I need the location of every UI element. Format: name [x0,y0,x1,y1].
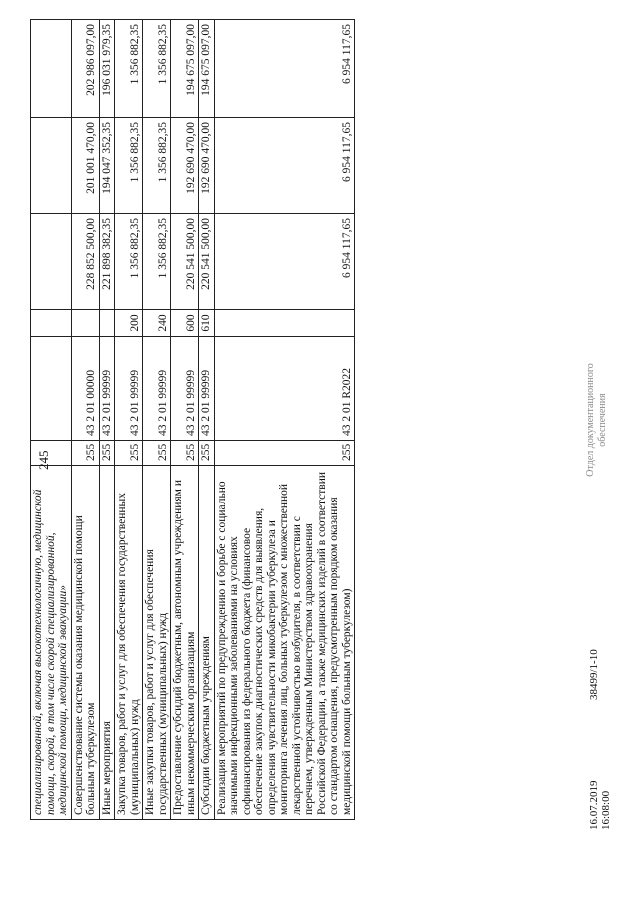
cell-sum-2019 [31,214,72,310]
cell-sum-2020: 192 690 470,00 [171,118,199,214]
cell-sum-2019: 6 954 117,65 [214,214,355,310]
cell-grbs: 255 [171,441,199,466]
cell-sum-2021: 1 356 882,35 [115,20,143,118]
cell-sum-2019: 221 898 382,35 [99,214,115,310]
cell-sum-2019: 220 541 500,00 [199,214,215,310]
cell-grbs: 255 [214,441,355,466]
cell-sum-2020: 1 356 882,35 [143,118,171,214]
cell-sum-2021: 202 986 097,00 [71,20,99,118]
stamp-line-2: обеспечения [597,393,608,447]
cell-expense-type: 200 [115,310,143,337]
cell-grbs: 255 [99,441,115,466]
cell-sum-2021: 1 356 882,35 [143,20,171,118]
table-row [99,20,115,820]
cell-name: Иные мероприятия [99,466,115,820]
cell-grbs: 255 [71,441,99,466]
cell-expense-type [31,310,72,337]
cell-name: Субсидии бюджетным учреждениям [199,466,215,820]
table-row [143,20,171,820]
cell-target-article: 43 2 01 99999 [99,337,115,441]
cell-target-article: 43 2 01 99999 [171,337,199,441]
page-number: 245 [36,450,51,470]
cell-sum-2020 [31,118,72,214]
cell-sum-2019: 220 541 500,00 [171,214,199,310]
cell-sum-2021: 194 675 097,00 [199,20,215,118]
cell-expense-type: 240 [143,310,171,337]
table-row [214,20,355,820]
budget-table [30,19,355,820]
cell-sum-2021: 196 031 979,35 [99,20,115,118]
table-row [171,20,199,820]
cell-grbs: 255 [143,441,171,466]
table-row [31,20,72,820]
cell-sum-2020: 1 356 882,35 [115,118,143,214]
cell-sum-2020: 192 690 470,00 [199,118,215,214]
cell-target-article: 43 2 01 99999 [115,337,143,441]
cell-expense-type [99,310,115,337]
cell-sum-2019: 1 356 882,35 [143,214,171,310]
cell-expense-type: 610 [199,310,215,337]
cell-name: Реализация мероприятий по предупреждению и борьбе с социально значимыми инфекционными заболеваниями на условиях софинансирования из федерального бюджета (финансовое обеспечение закупок диагностических средств для выявления, определения чувствительности микобактерии туберкулеза и мониторинга лечения лиц, больных туберкулезом с множественной лекарственной устойчивостью возбудителя, в соответствии с перечнем, утвержденным Министерством здравоохранения Российской Федерации, а также медицинских изделий в соответствии со стандартом оснащения, предусмотренным порядком оказания медицинской помощи больным туберкулезом) [214,466,355,820]
footer-doc-id: 38499/1-10 [588,649,600,700]
table-row [115,20,143,820]
cell-grbs: 255 [199,441,215,466]
cell-expense-type [214,310,355,337]
cell-target-article: 43 2 01 R2022 [214,337,355,441]
cell-name: Иные закупки товаров, работ и услуг для обеспечения государственных (муниципальных) нужд [143,466,171,820]
cell-sum-2021: 6 954 117,65 [214,20,355,118]
cell-name: специализированной, включая высокотехнологичную, медицинской помощи, скорой, в том числе скорой специализированной, медицинской помощи, медицинской эвакуации» [31,466,72,820]
cell-target-article: 43 2 01 99999 [143,337,171,441]
cell-sum-2021 [31,20,72,118]
cell-expense-type [71,310,99,337]
cell-sum-2020: 194 047 352,35 [99,118,115,214]
cell-sum-2019: 228 852 500,00 [71,214,99,310]
cell-name: Совершенствование системы оказания медицинской помощи больным туберкулезом [71,466,99,820]
cell-target-article: 43 2 01 00000 [71,337,99,441]
department-stamp [585,350,609,490]
cell-target-article [31,337,72,441]
cell-name: Закупка товаров, работ и услуг для обеспечения государственных (муниципальных) нужд [115,466,143,820]
cell-expense-type: 600 [171,310,199,337]
footer-date: 16.07.2019 16:08:00 [588,780,612,830]
stamp-line-1: Отдел документационного [585,363,596,477]
cell-sum-2020: 6 954 117,65 [214,118,355,214]
cell-name: Предоставление субсидий бюджетным, автономным учреждениям и иным некоммерческим организациям [171,466,199,820]
table-row [199,20,215,820]
cell-sum-2020: 201 001 470,00 [71,118,99,214]
table-row [71,20,99,820]
cell-sum-2019: 1 356 882,35 [115,214,143,310]
cell-target-article: 43 2 01 99999 [199,337,215,441]
cell-grbs: 255 [115,441,143,466]
cell-sum-2021: 194 675 097,00 [171,20,199,118]
